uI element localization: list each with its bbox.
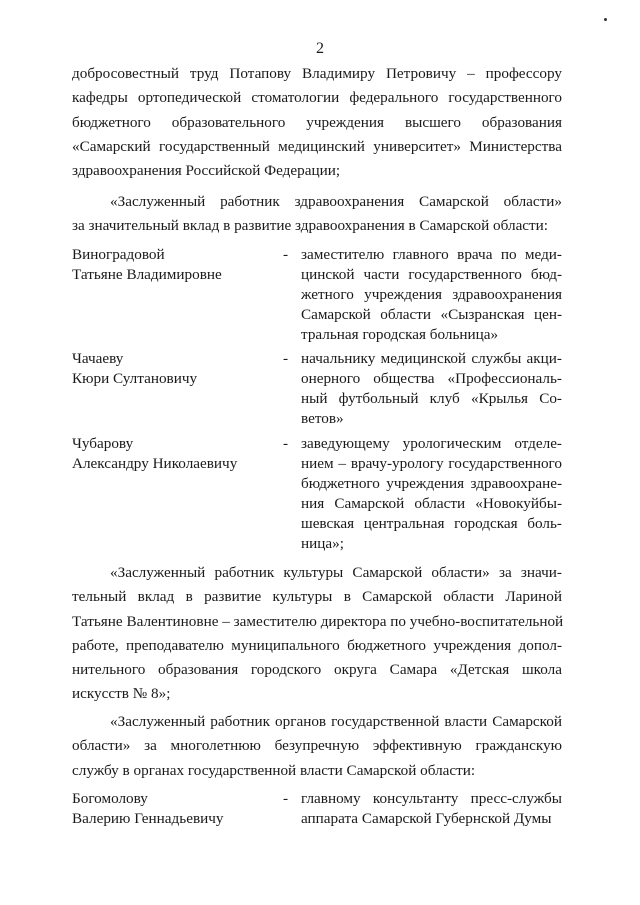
desc-line: бюджетного учреждения здравоохране- xyxy=(301,475,562,492)
desc-line: шевская центральная городская боль- xyxy=(301,515,562,532)
text-line: «Заслуженный работник органов государственной власти Самарской xyxy=(110,713,562,730)
name-line: Чачаеву xyxy=(72,350,124,367)
paragraph-health-title xyxy=(72,190,562,239)
name-line: Валерию Геннадьевичу xyxy=(72,810,224,827)
name-line: Александру Николаевичу xyxy=(72,455,238,472)
awardee-name xyxy=(72,789,282,829)
dash: - xyxy=(283,790,289,807)
text-line: за значительный вклад в развитие здравоохранения в Самарской области: xyxy=(72,217,549,235)
desc-line: начальнику медицинской службы акци- xyxy=(301,350,562,367)
name-line: Виноградовой xyxy=(72,246,165,263)
desc-line: главному консультанту пресс-службы xyxy=(301,790,562,807)
text-line: «Заслуженный работник культуры Самарской области» за значи- xyxy=(110,564,562,581)
paragraph-potapov xyxy=(72,62,562,183)
text-line: кафедры ортопедической стоматологии федерального государственного xyxy=(72,89,562,107)
name-line: Татьяне Владимировне xyxy=(72,266,222,283)
paragraph-government xyxy=(72,710,562,783)
desc-line: ния Самарской области «Новокуйбы- xyxy=(301,495,562,512)
desc-line: заведующему урологическим отделе- xyxy=(301,435,562,452)
text-line: тельный вклад в развитие культуры в Самарской области Лариной xyxy=(72,588,562,606)
awardee-name xyxy=(72,434,282,474)
paragraph-culture xyxy=(72,561,562,707)
text-line: нительного образования городского округа Самара «Детская школа xyxy=(72,661,562,679)
desc-line: Самарской области «Сызранская цен- xyxy=(301,306,562,323)
scan-speck xyxy=(604,18,607,21)
name-line: Богомолову xyxy=(72,790,148,807)
text-line: искусств № 8»; xyxy=(72,685,171,703)
awardee-description xyxy=(301,434,562,554)
awardee-name xyxy=(72,245,282,285)
desc-line: заместителю главного врача по меди- xyxy=(301,246,562,263)
text-line: службу в органах государственной власти Самарской области: xyxy=(72,761,476,779)
awardee-description xyxy=(301,789,562,829)
awardee-description xyxy=(301,245,562,345)
desc-line: нием – врачу-урологу государственного xyxy=(301,455,562,472)
desc-line: ница»; xyxy=(301,535,344,552)
name-line: Чубарову xyxy=(72,435,134,452)
text-line: «Заслуженный работник здравоохранения Самарской области» xyxy=(110,193,562,210)
text-line: «Самарский государственный медицинский университет» Министерства xyxy=(72,137,562,155)
text-line: области» за многолетнюю безупречную эффективную гражданскую xyxy=(72,737,562,755)
text-line: здравоохранения Российской Федерации; xyxy=(72,162,341,180)
text-line: добросовестный труд Потапову Владимиру Петровичу – профессору xyxy=(72,65,562,82)
desc-line: тральная городская больница» xyxy=(301,326,499,343)
desc-line: аппарата Самарской Губернской Думы xyxy=(301,810,552,827)
desc-line: ветов» xyxy=(301,410,344,427)
text-line: работе, преподавателю муниципального бюджетного учреждения допол- xyxy=(72,636,562,654)
text-line: Татьяне Валентиновне – заместителю директора по учебно-воспитательной xyxy=(72,612,564,630)
desc-line: ный футбольный клуб «Крылья Со- xyxy=(301,390,562,407)
awardee-description xyxy=(301,349,562,429)
awardee-name xyxy=(72,349,282,389)
desc-line: цинской части государственного бюд- xyxy=(301,266,562,283)
text-line: бюджетного образовательного учреждения высшего образования xyxy=(72,113,562,131)
dash: - xyxy=(283,246,289,263)
dash: - xyxy=(283,350,289,367)
desc-line: онерного общества «Профессиональ- xyxy=(301,370,562,387)
name-line: Кюри Султановичу xyxy=(72,370,198,387)
page-number: 2 xyxy=(316,40,324,57)
dash: - xyxy=(283,435,289,452)
desc-line: жетного учреждения здравоохранения xyxy=(301,286,562,303)
